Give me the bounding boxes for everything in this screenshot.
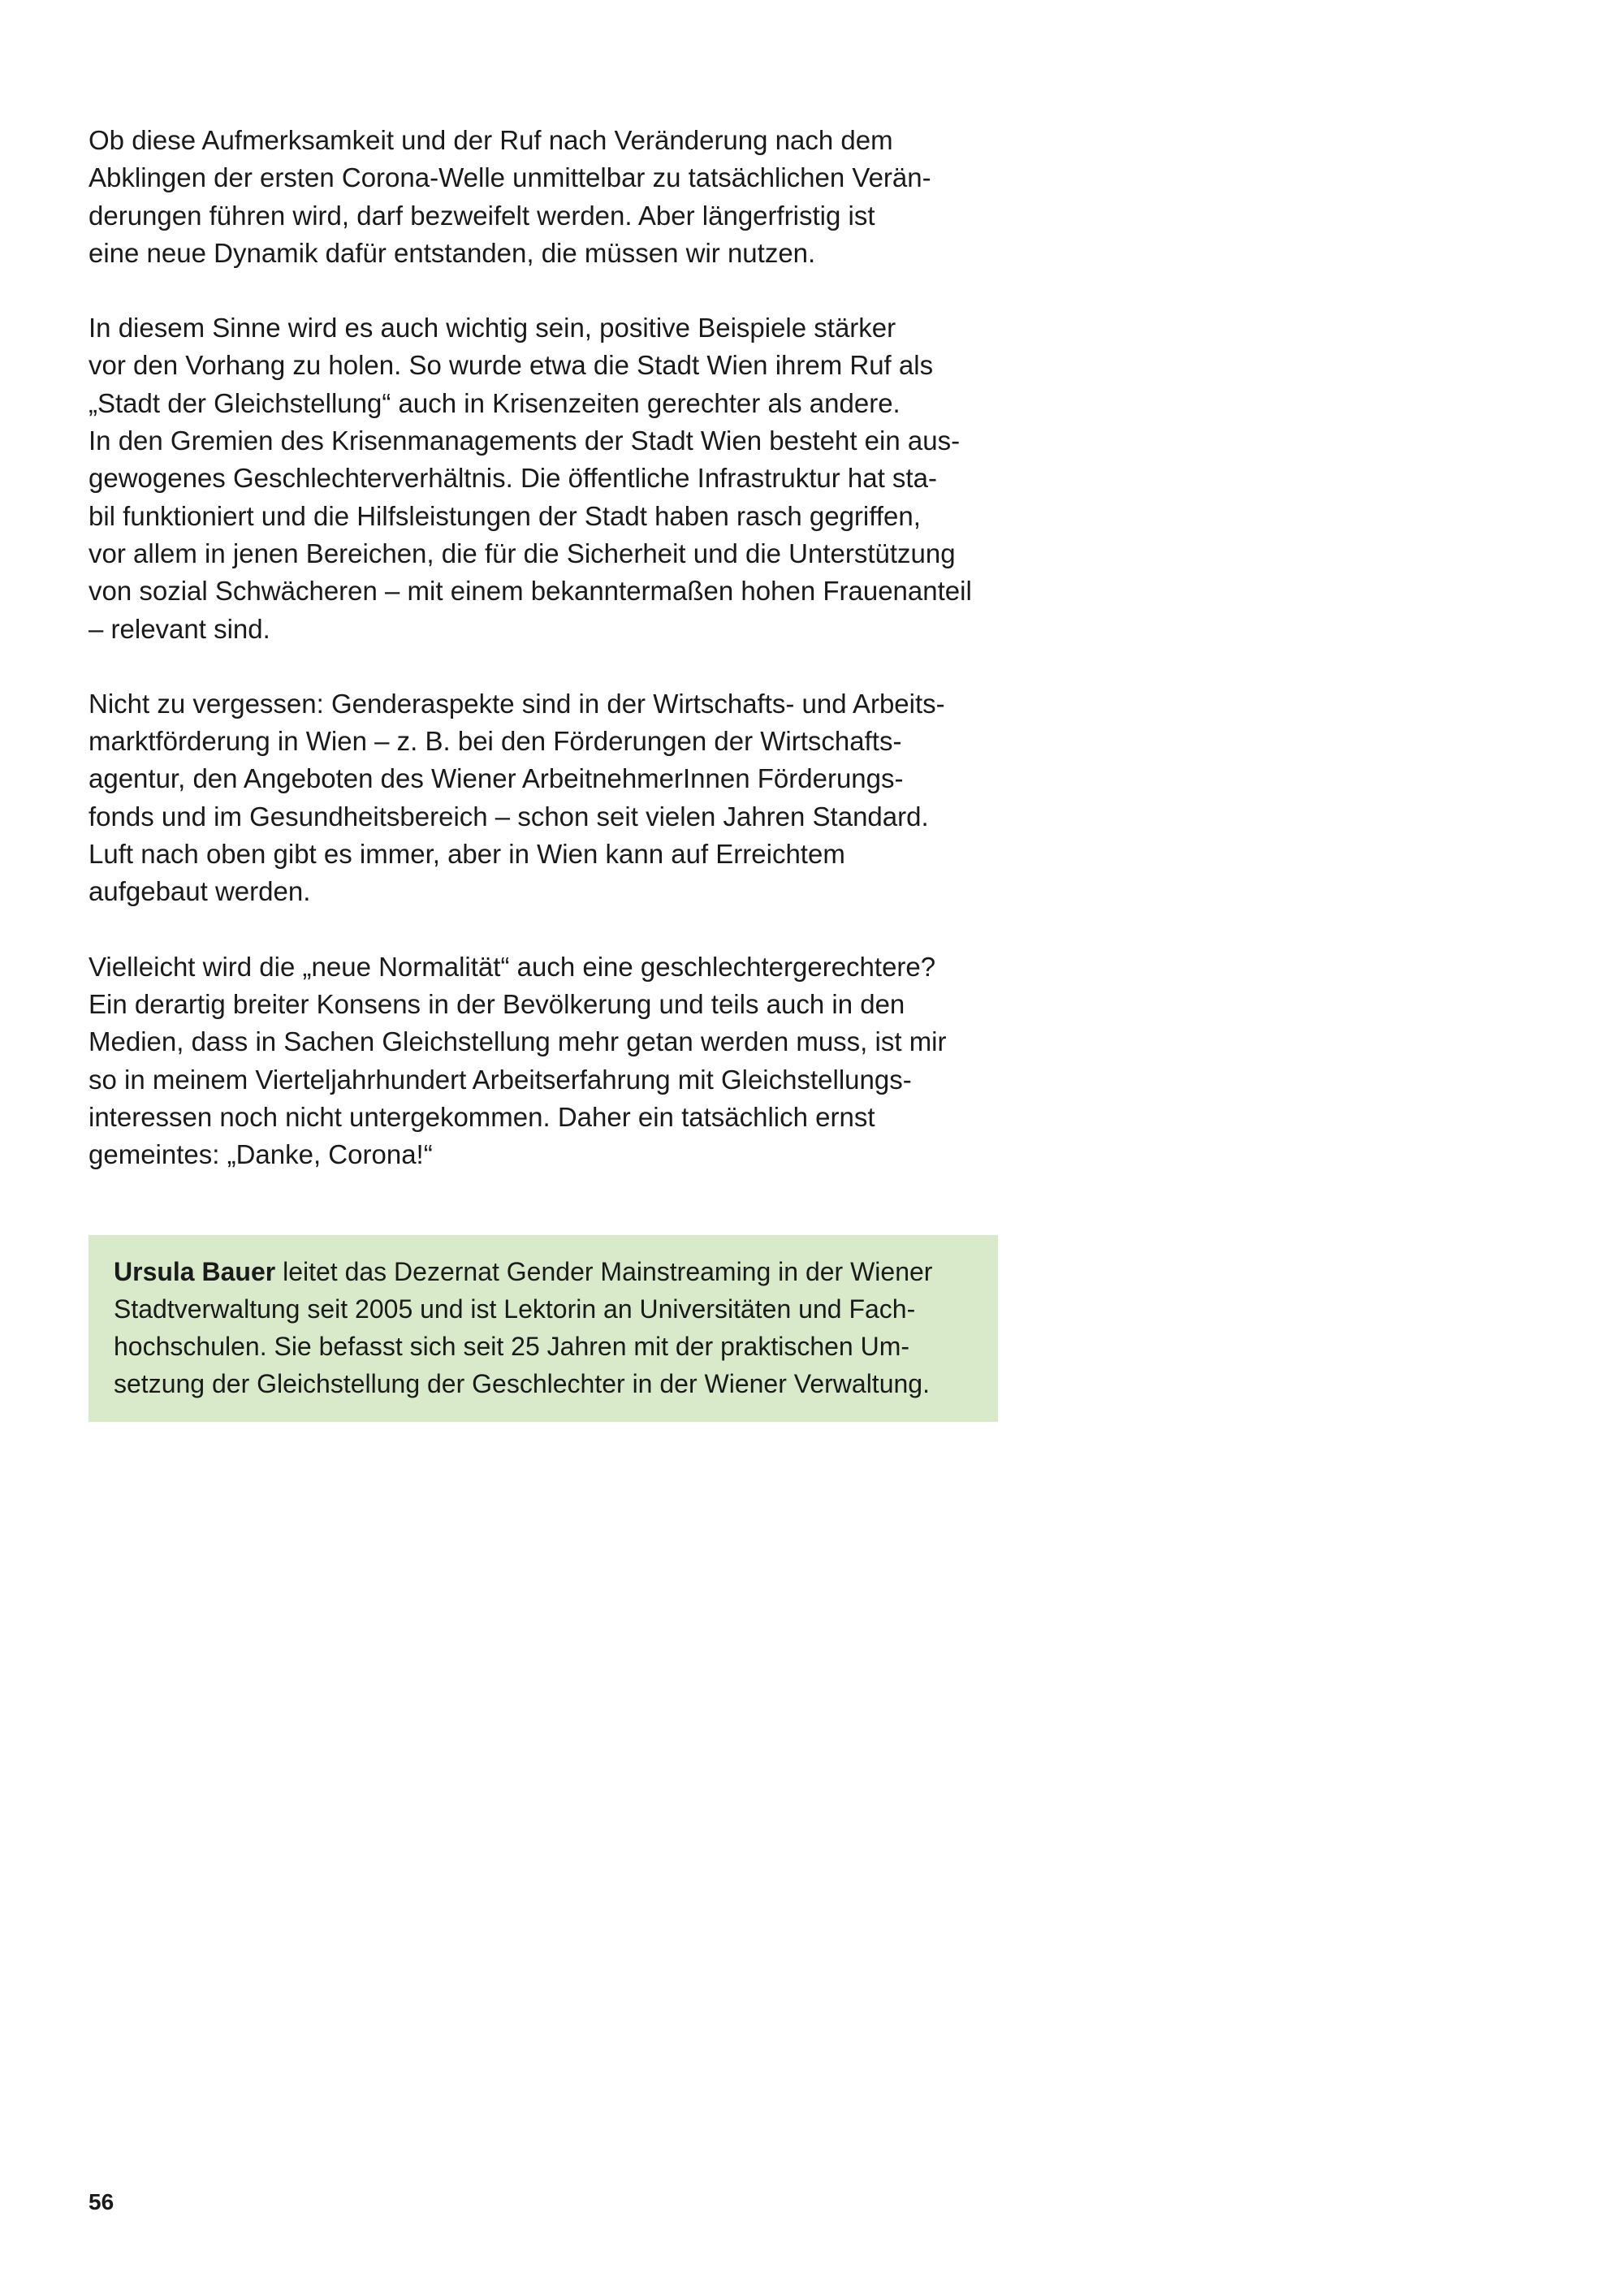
text-line: – relevant sind. — [89, 613, 270, 644]
text-line: aufgebaut werden. — [89, 876, 311, 907]
body-text — [89, 122, 998, 1211]
text-line: Luft nach oben gibt es immer, aber in Wien kann auf Erreichtem — [89, 839, 845, 870]
paragraph-4 — [89, 948, 998, 1174]
text-line: gemeintes: „Danke, Corona!“ — [89, 1139, 433, 1170]
bio-line — [114, 1253, 974, 1290]
text-line: Abklingen der ersten Corona-Welle unmittelbar zu tatsächlichen Verän- — [89, 162, 931, 193]
text-line: Nicht zu vergessen: Genderaspekte sind in der Wirtschafts- und Arbeits- — [89, 688, 945, 719]
text-line: gewogenes Geschlechterverhältnis. Die öffentliche Infrastruktur hat sta- — [89, 463, 937, 494]
text-line: Vielleicht wird die „neue Normalität“ auch eine geschlechtergerechtere? — [89, 951, 936, 982]
text-line: In diesem Sinne wird es auch wichtig sein, positive Beispiele stärker — [89, 313, 896, 343]
text-line: interessen noch nicht untergekommen. Daher ein tatsächlich ernst — [89, 1101, 875, 1132]
text-line: eine neue Dynamik dafür entstanden, die müssen wir nutzen. — [89, 237, 816, 268]
bio-line: hochschulen. Sie befasst sich seit 25 Jahren mit der praktischen Um- — [114, 1332, 910, 1361]
text-line: agentur, den Angeboten des Wiener ArbeitnehmerInnen Förderungs- — [89, 763, 904, 794]
page-number: 56 — [89, 2189, 114, 2214]
bio-line: setzung der Gleichstellung der Geschlechter in der Wiener Verwaltung. — [114, 1369, 930, 1398]
text-line: fonds und im Gesundheitsbereich – schon seit vielen Jahren Standard. — [89, 801, 929, 832]
bio-text: leitet das Dezernat Gender Mainstreaming in der Wiener — [275, 1257, 933, 1286]
text-line: Medien, dass in Sachen Gleichstellung mehr getan werden muss, ist mir — [89, 1026, 947, 1057]
text-line: bil funktioniert und die Hilfsleistungen der Stadt haben rasch gegriffen, — [89, 500, 921, 531]
paragraph-3 — [89, 685, 998, 911]
paragraph-2 — [89, 309, 998, 648]
text-line: vor allem in jenen Bereichen, die für die Sicherheit und die Unterstützung — [89, 538, 956, 568]
text-line: Ein derartig breiter Konsens in der Bevölkerung und teils auch in den — [89, 988, 905, 1019]
text-line: vor den Vorhang zu holen. So wurde etwa die Stadt Wien ihrem Ruf als — [89, 350, 934, 381]
text-line: marktförderung in Wien – z. B. bei den Förderungen der Wirtschafts- — [89, 726, 902, 757]
text-line: „Stadt der Gleichstellung“ auch in Krisenzeiten gerechter als andere. — [89, 387, 901, 418]
text-line: In den Gremien des Krisenmanagements der Stadt Wien besteht ein aus- — [89, 426, 961, 456]
text-line: derungen führen wird, darf bezweifelt werden. Aber längerfristig ist — [89, 200, 875, 231]
text-line: von sozial Schwächeren – mit einem bekanntermaßen hohen Frauenanteil — [89, 576, 972, 607]
author-name: Ursula Bauer — [114, 1257, 276, 1286]
bio-line: Stadtverwaltung seit 2005 und ist Lektorin an Universitäten und Fach- — [114, 1294, 916, 1324]
paragraph-1 — [89, 122, 998, 272]
text-line: so in meinem Vierteljahrhundert Arbeitserfahrung mit Gleichstellungs- — [89, 1064, 912, 1095]
author-bio-box — [89, 1235, 998, 1422]
text-line: Ob diese Aufmerksamkeit und der Ruf nach Veränderung nach dem — [89, 125, 893, 155]
